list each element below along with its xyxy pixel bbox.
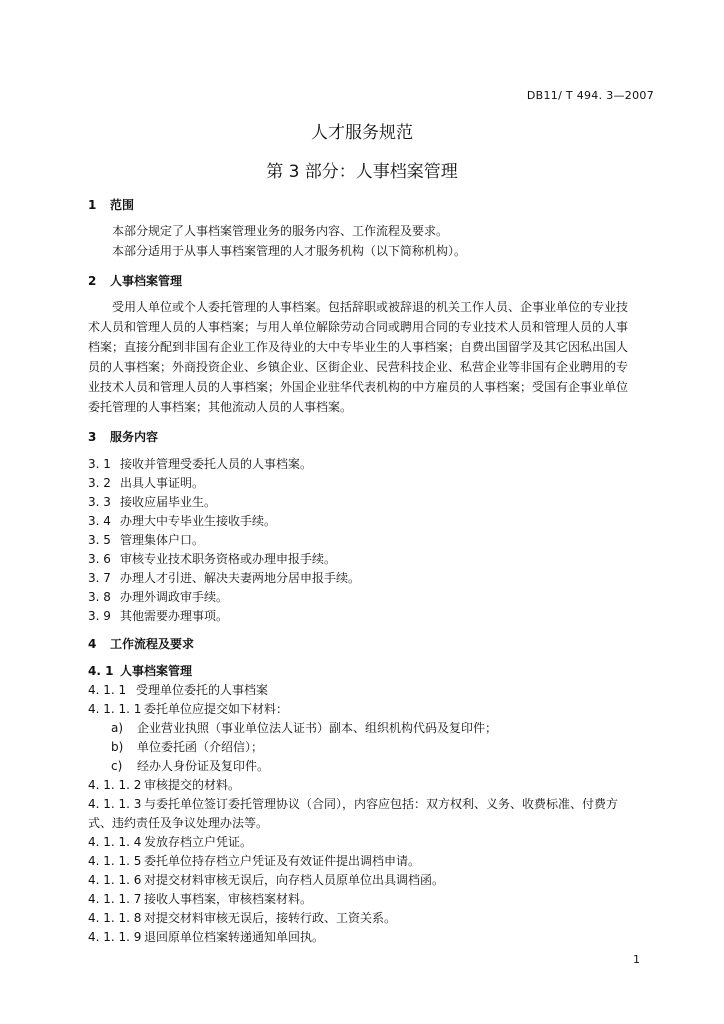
page-number: 1 bbox=[633, 953, 640, 966]
list-item bbox=[88, 474, 204, 492]
clause-item bbox=[88, 776, 240, 794]
item-text: 接收人事档案，审核档案材料。 bbox=[144, 892, 313, 906]
clause-item bbox=[88, 795, 618, 813]
list-item bbox=[88, 550, 336, 568]
list-item bbox=[88, 588, 228, 606]
item-number: 4. 1. 1. 7 bbox=[88, 892, 142, 906]
section-title: 范围 bbox=[110, 198, 135, 212]
item-text: 委托单位持存档立户凭证及有效证件提出调档申请。 bbox=[144, 854, 421, 868]
item-text: 接收并管理受委托人员的人事档案。 bbox=[120, 457, 313, 471]
clause-item bbox=[88, 928, 324, 946]
item-number: 4. 1. 1 bbox=[88, 683, 127, 697]
item-text: 出具人事证明。 bbox=[120, 476, 205, 490]
item-number: 3. 9 bbox=[88, 609, 111, 623]
item-number: 3. 2 bbox=[88, 476, 111, 490]
item-number: 4. 1. 1. 2 bbox=[88, 778, 142, 792]
clause-item bbox=[88, 700, 288, 718]
section-1-heading bbox=[88, 196, 134, 214]
item-number: 3. 5 bbox=[88, 533, 111, 547]
clause-item bbox=[88, 871, 444, 889]
item-number: 4. 1. 1. 1 bbox=[88, 702, 142, 716]
item-text: 退回原单位档案转递通知单回执。 bbox=[144, 930, 325, 944]
item-text: 办理外调政审手续。 bbox=[120, 590, 229, 604]
item-text: 单位委托函（介绍信）； bbox=[137, 740, 264, 754]
document-title: 人才服务规范 bbox=[311, 123, 413, 143]
item-text: 办理大中专毕业生接收手续。 bbox=[120, 514, 277, 528]
section-2-heading bbox=[88, 272, 182, 290]
item-text: 人事档案管理 bbox=[120, 664, 193, 678]
paragraph: 本部分适用于从事人事档案管理的人才服务机构（以下简称机构）。 bbox=[112, 244, 467, 258]
item-number: 3. 3 bbox=[88, 495, 111, 509]
paragraph-line: 档案；直接分配到非国有企业工作及待业的大中专毕业生的人事档案；自费出国留学及其它因私出国人 bbox=[88, 340, 629, 354]
list-marker: c) bbox=[111, 759, 123, 773]
paragraph-line: 业技术人员和管理人员的人事档案；外国企业驻华代表机构的中方雇员的人事档案；受国有企事业单位 bbox=[88, 380, 629, 394]
section-number: 2 bbox=[88, 274, 97, 288]
item-text: 企业营业执照（事业单位法人证书）副本、组织机构代码及复印件； bbox=[137, 721, 498, 735]
item-number: 4. 1. 1. 5 bbox=[88, 854, 142, 868]
list-item bbox=[88, 531, 204, 549]
clause-continuation: 式、违约责任及争议处理办法等。 bbox=[88, 816, 269, 830]
item-number: 3. 4 bbox=[88, 514, 111, 528]
item-text: 与委托单位签订委托管理协议（合同），内容应包括：双方权利、义务、收费标准、付费方 bbox=[144, 797, 619, 811]
paragraph-line: 受用人单位或个人委托管理的人事档案。包括辞职或被辞退的机关工作人员、企事业单位的专业技 bbox=[112, 300, 629, 314]
item-text: 审核提交的材料。 bbox=[144, 778, 241, 792]
subsection-heading bbox=[88, 662, 192, 680]
item-text: 委托单位应提交如下材料： bbox=[144, 702, 289, 716]
list-marker: a) bbox=[111, 721, 124, 735]
item-text: 接收应届毕业生。 bbox=[120, 495, 217, 509]
item-text: 发放存档立户凭证。 bbox=[144, 835, 253, 849]
section-title: 工作流程及要求 bbox=[110, 637, 195, 651]
item-text: 审核专业技术职务资格或办理申报手续。 bbox=[120, 552, 337, 566]
list-item bbox=[111, 738, 263, 756]
section-number: 4 bbox=[88, 637, 97, 651]
item-text: 办理人才引进、解决夫妻两地分居申报手续。 bbox=[120, 571, 361, 585]
clause-item bbox=[88, 833, 252, 851]
item-text: 经办人身份证及复印件。 bbox=[137, 759, 270, 773]
item-number: 3. 6 bbox=[88, 552, 111, 566]
subsection-item bbox=[88, 681, 268, 699]
item-number: 4. 1 bbox=[88, 664, 114, 678]
list-item bbox=[88, 569, 360, 587]
list-item bbox=[88, 455, 312, 473]
section-title: 人事档案管理 bbox=[110, 274, 183, 288]
list-item bbox=[88, 512, 276, 530]
item-number: 3. 7 bbox=[88, 571, 111, 585]
item-number: 4. 1. 1. 8 bbox=[88, 911, 142, 925]
paragraph-line: 员的人事档案；外商投资企业、乡镇企业、区街企业、民营科技企业、私营企业等非国有企业聘用的专 bbox=[88, 360, 629, 374]
item-number: 3. 1 bbox=[88, 457, 111, 471]
section-3-heading bbox=[88, 428, 158, 446]
clause-item bbox=[88, 852, 420, 870]
item-number: 4. 1. 1. 3 bbox=[88, 797, 142, 811]
paragraph-line: 术人员和管理人员的人事档案；与用人单位解除劳动合同或聘用合同的专业技术人员和管理人员的人事 bbox=[88, 320, 629, 334]
item-text: 管理集体户口。 bbox=[120, 533, 205, 547]
section-number: 1 bbox=[88, 198, 97, 212]
section-title: 服务内容 bbox=[110, 430, 159, 444]
list-item bbox=[111, 757, 269, 775]
item-number: 4. 1. 1. 9 bbox=[88, 930, 142, 944]
standard-code: DB11/ T 494. 3—2007 bbox=[526, 89, 654, 102]
item-text: 受理单位委托的人事档案 bbox=[136, 683, 269, 697]
list-item bbox=[88, 607, 228, 625]
list-item bbox=[111, 719, 497, 737]
clause-item bbox=[88, 909, 396, 927]
paragraph: 本部分规定了人事档案管理业务的服务内容、工作流程及要求。 bbox=[112, 224, 449, 238]
item-number: 4. 1. 1. 4 bbox=[88, 835, 142, 849]
item-text: 其他需要办理事项。 bbox=[120, 609, 229, 623]
document-subtitle: 第 3 部分：人事档案管理 bbox=[266, 162, 458, 182]
paragraph-line: 委托管理的人事档案；其他流动人员的人事档案。 bbox=[88, 400, 353, 414]
clause-item bbox=[88, 890, 312, 908]
list-marker: b) bbox=[111, 740, 124, 754]
item-number: 3. 8 bbox=[88, 590, 111, 604]
section-4-heading bbox=[88, 635, 194, 653]
item-text: 对提交材料审核无误后，接转行政、工资关系。 bbox=[144, 911, 397, 925]
section-number: 3 bbox=[88, 430, 97, 444]
list-item bbox=[88, 493, 216, 511]
item-number: 4. 1. 1. 6 bbox=[88, 873, 142, 887]
item-text: 对提交材料审核无误后，向存档人员原单位出具调档函。 bbox=[144, 873, 445, 887]
